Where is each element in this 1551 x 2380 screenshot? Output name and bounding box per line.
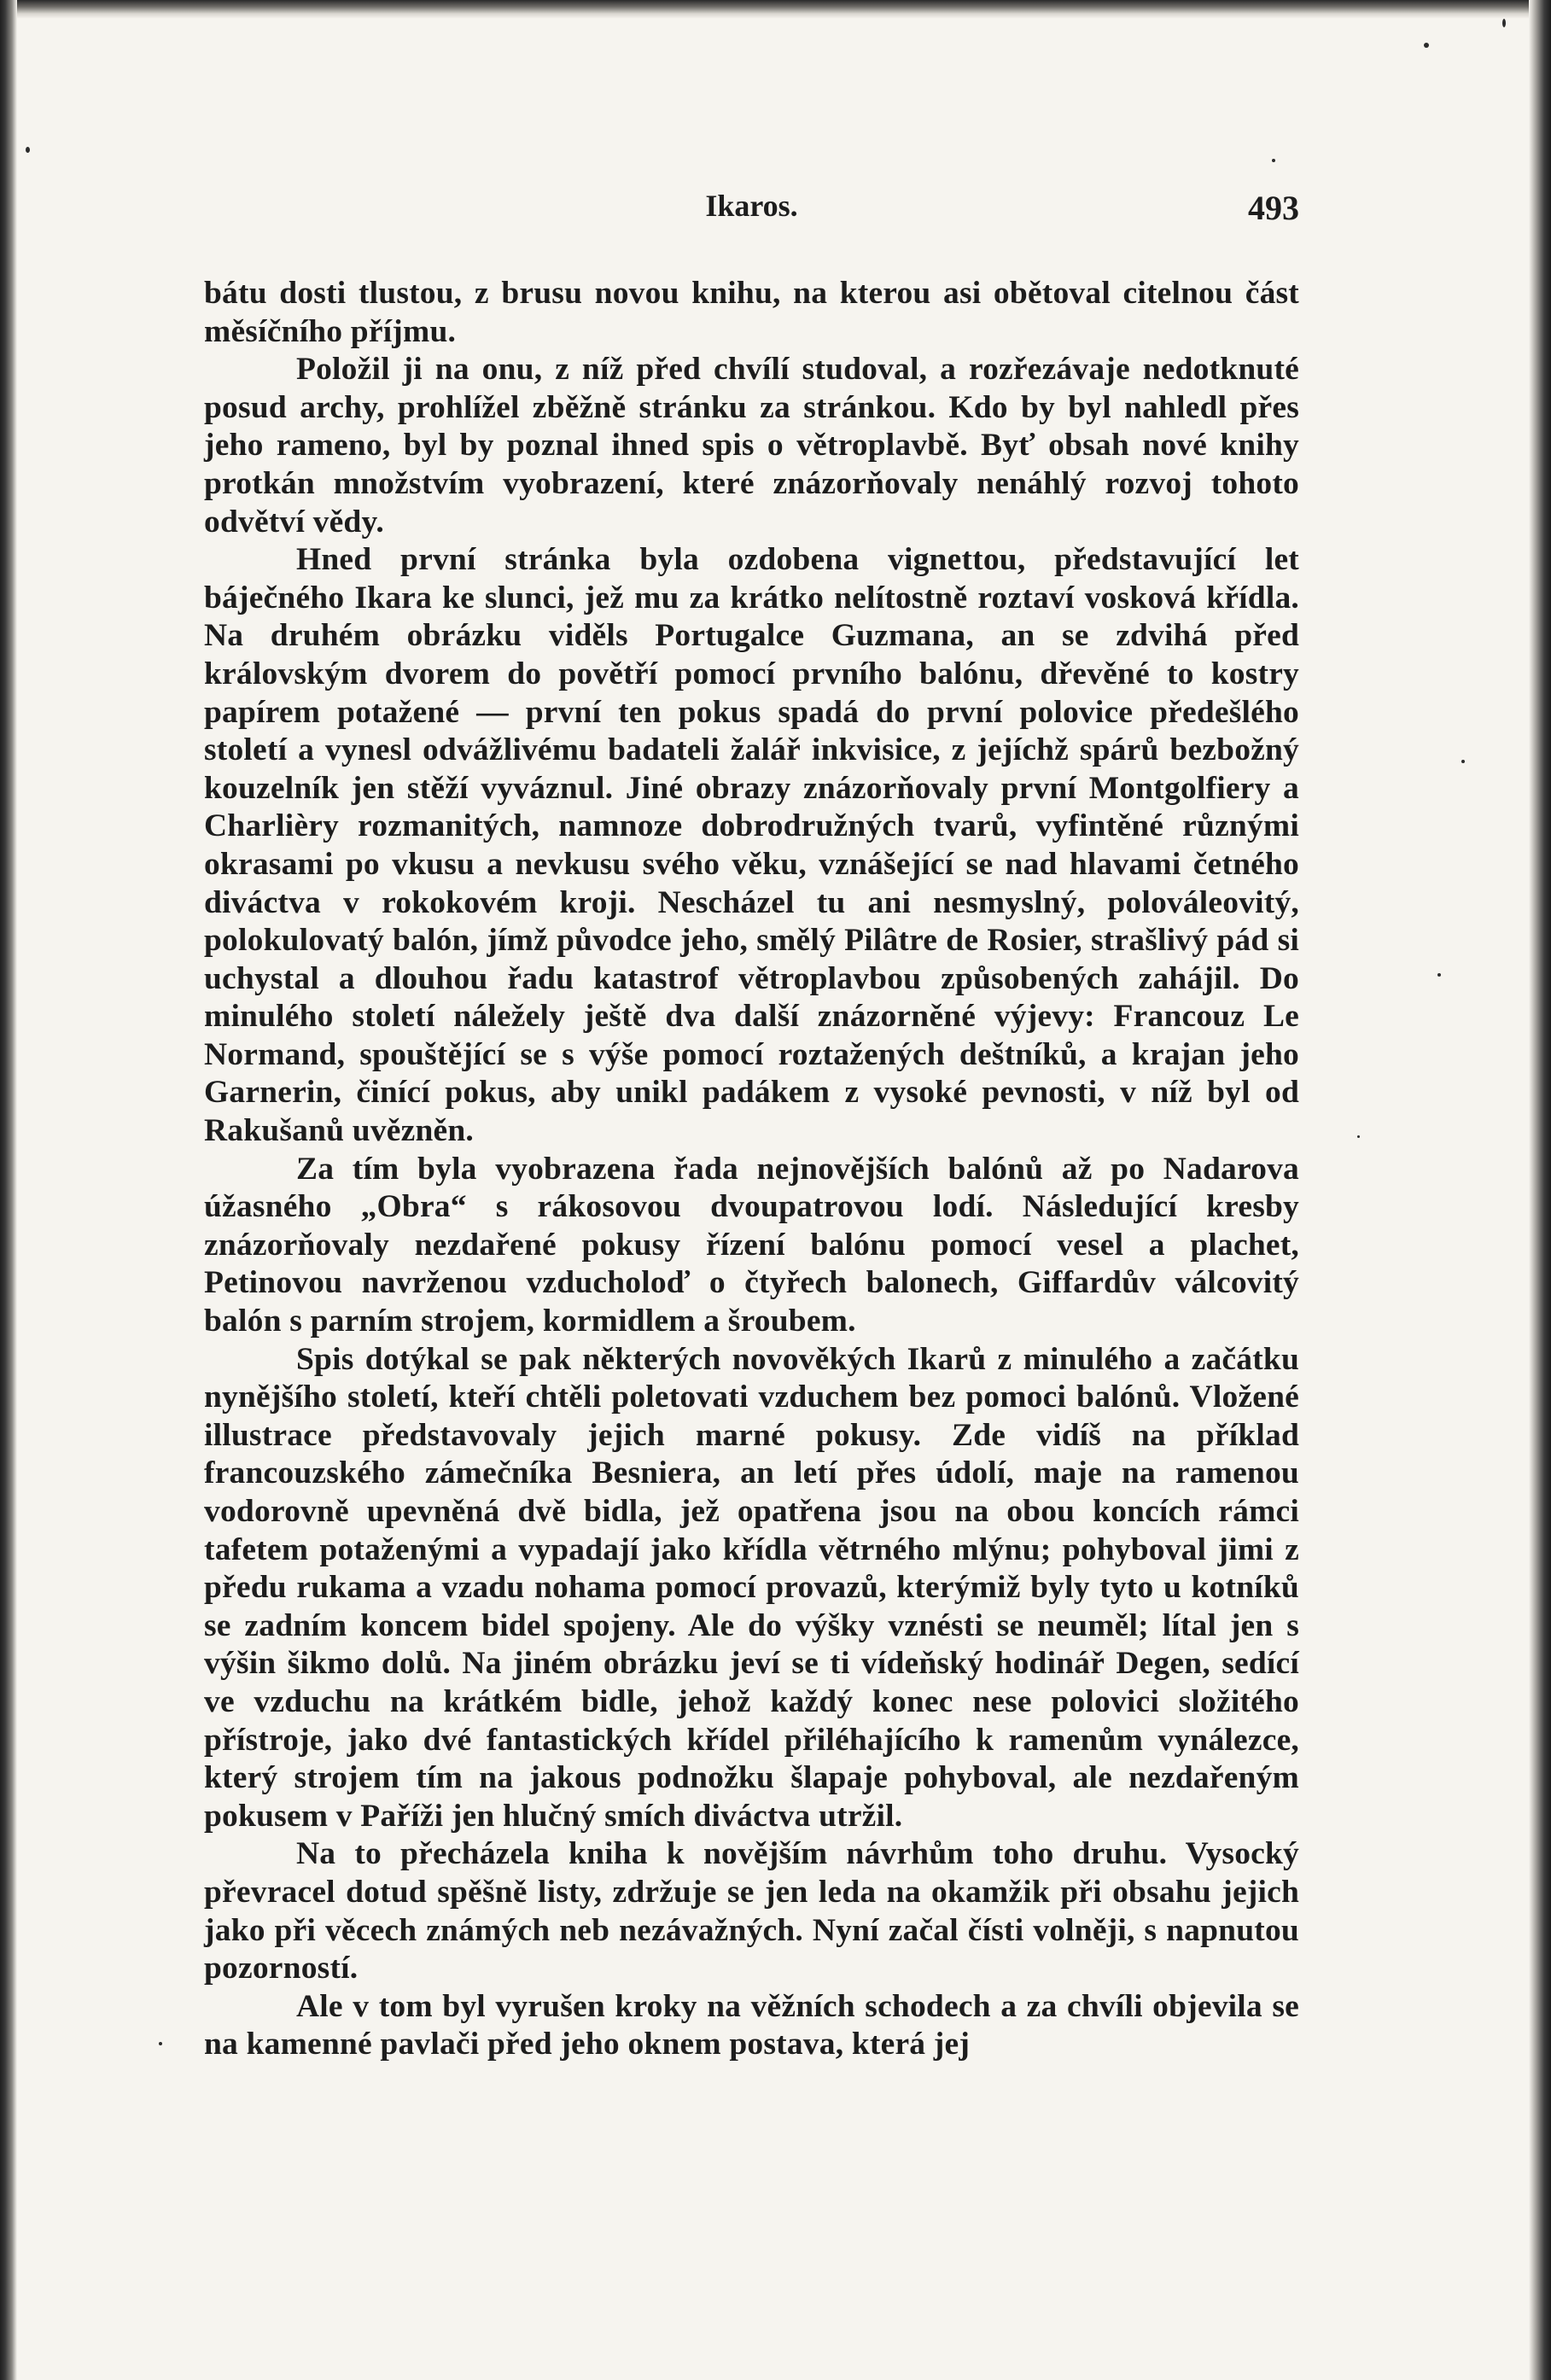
running-title: Ikaros. (705, 189, 798, 223)
scan-shadow-right (1529, 0, 1551, 2380)
dust-speck (159, 2042, 162, 2045)
dust-speck (1272, 159, 1275, 162)
paragraph: Na to přecházela kniha k novějším návrhům toho druhu. Vysocký převracel dotud spěšně listy, zdržuje se jen leda na okamžik při obsahu jejich jako při věcech známých neb nezávažných. Nyní začal čísti volněji, s napnutou pozorností. (204, 1836, 1299, 1986)
scan-shadow-left (0, 0, 17, 2380)
scan-shadow-top (0, 0, 1551, 19)
paragraph: Ale v tom byl vyrušen kroky na věžních schodech a za chvíli objevila se na kamenné pavlači před jeho oknem postava, která jej (204, 1988, 1299, 2062)
book-page (204, 179, 1299, 2064)
dust-speck (26, 147, 30, 153)
body-text (204, 275, 1299, 2064)
paragraph: Spis dotýkal se pak některých novověkých Ikarů z minulého a začátku nynějšího století, kteří chtěli poletovati vzduchem bez pomoci balónů. Vložené illustrace představovaly jejich marné pokusy. Zde vidíš na příklad francouzského zámečníka Besniera, an letí přes údolí, maje na ramenou vodorovně upevněná dvě bidla, jež opatřena jsou na obou koncích rámci tafetem potaženými a vypadají jako křídla větrného mlýnu; pohyboval jimi z předu rukama a vzadu nohama pomocí provazů, kterýmiž byly tyto u kotníků se zadním koncem bidel spojeny. Ale do výšky vznésti se neuměl; lítal jen s výšin šikmo dolů. Na jiném obrázku jeví se ti vídeňský hodinář Degen, sedící ve vzduchu na krátkém bidle, jehož každý konec nese polovici složitého přístroje, jako dvé fantastických křídel přiléhajícího k ramenům vynálezce, který strojem tím na jakous podnožku šlapaje pohyboval, ale nezdařeným pokusem v Paříži jen hlučný smích diváctva utržil. (204, 1341, 1299, 1834)
dust-speck (1502, 19, 1506, 27)
running-head (204, 179, 1299, 230)
paragraph: bátu dosti tlustou, z brusu novou knihu, na kterou asi obětoval citelnou část měsíčního příjmu. (204, 276, 1299, 349)
dust-speck (1357, 1135, 1360, 1138)
dust-speck (1437, 973, 1441, 977)
paragraph: Za tím byla vyobrazena řada nejnovějších balónů až po Nadarova úžasného „Obra“ s rákosovou dvoupatrovou lodí. Následující kresby znázorňovaly nezdařené pokusy řízení balónu pomocí vesel a plachet, Petinovou navrženou vzducholoď o čtyřech balonech, Giffardův válcovitý balón s parním strojem, kormidlem a šroubem. (204, 1151, 1299, 1339)
page-number: 493 (1248, 189, 1299, 227)
dust-speck (1461, 760, 1465, 763)
dust-speck (1424, 43, 1429, 48)
paragraph: Hned první stránka byla ozdobena vignettou, představující let báječného Ikara ke slunci, jež mu za krátko nelítostně roztaví vosková křídla. Na druhém obrázku viděls Portugalce Guzmana, an se zdvihá před královským dvorem do povětří pomocí prvního balónu, dřevěné to kostry papírem potažené — první ten pokus spadá do první polovice předešlého století a vynesl odvážlivému badateli žalář inkvisice, z jejíchž spárů bezbožný kouzelník jen stěží vyváznul. Jiné obrazy znázorňovaly první Montgolfiery a Charlièry rozmanitých, namnoze dobrodružných tvarů, vyfintěné různými okrasami po vkusu a nevkusu svého věku, vznášející se nad hlavami četného diváctva v rokokovém kroji. Nescházel tu ani nesmyslný, polováleovitý, polokulovatý balón, jímž původce jeho, smělý Pilâtre de Rosier, strašlivý pád si uchystal a dlouhou řadu katastrof větroplavbou způsobených zahájil. Do minulého století náležely ještě dva další znázorněné výjevy: Francouz Le Normand, spouštějící se s výše pomocí roztažených deštníků, a krajan jeho Garnerin, činící pokus, aby unikl padákem z vysoké pevnosti, v níž byl od Rakušanů uvězněn. (204, 542, 1299, 1149)
paragraph: Položil ji na onu, z níž před chvílí studoval, a rozřezávaje nedotknuté posud archy, prohlížel zběžně stránku za stránkou. Kdo by byl nahledl přes jeho rameno, byl by poznal ihned spis o větroplavbě. Byť obsah nové knihy protkán množstvím vyobrazení, které znázorňovaly nenáhlý rozvoj tohoto odvětví vědy. (204, 352, 1299, 540)
